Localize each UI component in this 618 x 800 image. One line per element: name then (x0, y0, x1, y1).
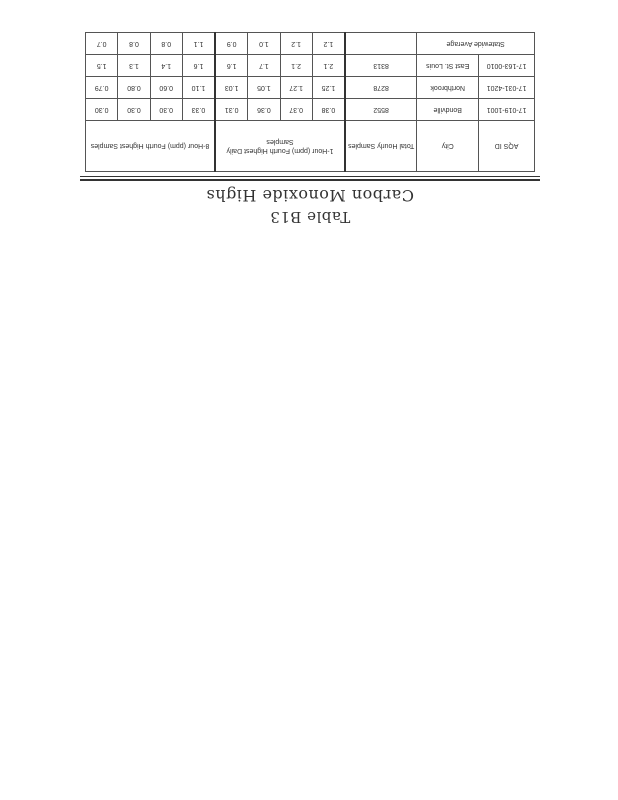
cell-avg-1h: 1.0 (248, 33, 280, 55)
cell-1h: 1.6 (215, 55, 248, 77)
cell-avg-1h: 1.2 (312, 33, 345, 55)
cell-avg-8h: 0.8 (118, 33, 150, 55)
title-rule (80, 179, 540, 181)
cell-8h: 0.80 (118, 77, 150, 99)
cell-8h: 0.60 (150, 77, 182, 99)
table-title: Carbon Monoxide Highs (206, 186, 414, 205)
cell-8h: 1.3 (118, 55, 150, 77)
cell-id: 17-031-4201 (479, 77, 535, 99)
cell-1h: 1.05 (248, 77, 280, 99)
cell-city: East St. Louis (417, 55, 479, 77)
cell-avg-8h: 0.7 (86, 33, 118, 55)
cell-8h: 0.30 (118, 99, 150, 121)
cell-1h: 0.31 (215, 99, 248, 121)
cell-8h: 0.79 (86, 77, 118, 99)
table-row (86, 99, 535, 121)
cell-id: 17-019-1001 (479, 99, 535, 121)
cell-1h: 0.36 (248, 99, 280, 121)
cell-average-label: Statewide Average (417, 33, 535, 55)
cell-1h: 1.03 (215, 77, 248, 99)
table-number: Table B13 (269, 208, 351, 226)
table-row (86, 55, 535, 77)
cell-8h: 0.30 (86, 99, 118, 121)
cell-1h: 1.7 (248, 55, 280, 77)
header-city: City (417, 121, 479, 172)
cell-avg-8h: 1.1 (182, 33, 215, 55)
cell-city: Northbrook (417, 77, 479, 99)
cell-id: 17-163-0010 (479, 55, 535, 77)
cell-8h: 1.4 (150, 55, 182, 77)
cell-1h: 0.38 (312, 99, 345, 121)
header-row (86, 121, 535, 172)
title-rule-thin (80, 176, 540, 177)
cell-8h: 0.30 (150, 99, 182, 121)
cell-avg-8h: 0.8 (150, 33, 182, 55)
cell-8h: 1.10 (182, 77, 215, 99)
cell-total: 8278 (345, 77, 417, 99)
cell-total: 8552 (345, 99, 417, 121)
cell-avg-1h: 0.9 (215, 33, 248, 55)
cell-8h: 1.5 (86, 55, 118, 77)
header-1-hour: 1-Hour (ppm) Fourth Highest Daily Samples (215, 121, 345, 172)
average-row (86, 33, 535, 55)
cell-1h: 2.1 (280, 55, 312, 77)
header-8-hour: 8-Hour (ppm) Fourth Highest Samples (86, 121, 216, 172)
cell-1h: 1.25 (312, 77, 345, 99)
inverted-table-block (80, 26, 540, 226)
cell-city: Bondville (417, 99, 479, 121)
cell-total-empty (345, 33, 417, 55)
cell-8h: 0.33 (182, 99, 215, 121)
cell-1h: 2.1 (312, 55, 345, 77)
cell-1h: 1.27 (280, 77, 312, 99)
cell-1h: 0.37 (280, 99, 312, 121)
header-total-samples: Total Hourly Samples (345, 121, 417, 172)
cell-8h: 1.6 (182, 55, 215, 77)
table-row (86, 77, 535, 99)
cell-avg-1h: 1.2 (280, 33, 312, 55)
header-aqs-id: AQS ID (479, 121, 535, 172)
cell-total: 8313 (345, 55, 417, 77)
co-highs-table (85, 32, 535, 172)
